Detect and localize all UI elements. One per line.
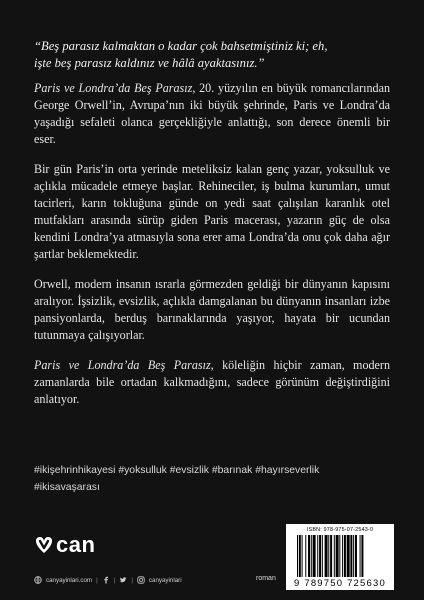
book-title-italic: Paris ve Londra’da Beş Parasız — [34, 81, 193, 95]
paragraph-1-text: , 20. yüzyılın en büyük romancılarından George Orwell’in, Avrupa’nın iki büyük şehrinde, Paris ve Londra’da yaşadığı sefaleti olanca gerçekliğiyle anlattığı, son derece önemli bir eser. — [34, 81, 390, 146]
blurb-paragraph-1 — [34, 80, 390, 148]
barcode-bar — [328, 535, 329, 577]
barcode-digits: 9 789750 725630 — [294, 578, 386, 589]
genre-label: roman — [256, 575, 276, 582]
separator: | — [131, 576, 133, 584]
separator: | — [96, 576, 98, 584]
barcode-bar — [347, 535, 350, 577]
v-heart-icon — [34, 535, 54, 555]
instagram-icon[interactable] — [137, 576, 145, 584]
logo-text: can — [56, 532, 96, 557]
barcode-bar — [353, 535, 354, 577]
barcode-bar — [344, 535, 346, 577]
barcode-bar — [319, 535, 321, 577]
barcode-bar — [308, 535, 310, 577]
website-link[interactable]: canyayinlari.com — [46, 576, 93, 584]
barcode-bar — [297, 535, 298, 577]
barcode-bar — [334, 535, 335, 577]
hashtag-line-1: #ikişehrinhikayesi #yoksulluk #evsizlik #barınak #hayırseverlik — [34, 465, 320, 476]
barcode-bar — [330, 535, 332, 577]
barcode-bar — [342, 535, 343, 577]
barcode-bar — [325, 535, 328, 577]
social-handle[interactable]: canyayinlari — [148, 576, 182, 584]
barcode-bars — [296, 535, 384, 577]
barcode-bar — [313, 535, 316, 577]
barcode-bar — [361, 535, 363, 577]
quote-line-2: işte beş parasız kaldınız ve hâlâ ayaktasınız.” — [34, 56, 265, 70]
blurb-text — [34, 80, 390, 421]
barcode-bar — [311, 535, 312, 577]
isbn-label: ISBN: 978-975-07-2543-0 — [306, 527, 374, 533]
barcode-bar — [355, 535, 357, 577]
barcode-bar — [302, 535, 303, 577]
barcode-bar — [360, 535, 361, 577]
book-title-italic: Paris ve Londra’da Beş Parasız — [34, 358, 211, 372]
blurb-paragraph-4 — [34, 357, 390, 408]
barcode-bar — [299, 535, 301, 577]
barcode-bar — [305, 535, 306, 577]
blurb-paragraph-3: Orwell, modern insanın ısrarla görmezden geldiği bir dünyanın kapısını aralıyor. İşsizlik, evsizlik, açlıkla damgalanan bu dünyanın insanları izbe pansiyonlarda, berduş barınaklarında yaşıyor, hayata bir ucundan tutunmaya çalışıyorlar. — [34, 277, 390, 342]
hashtag-list — [34, 462, 404, 496]
quote-line-1: “Beş parasız kalmaktan o kadar çok bahsetmiştiniz ki; eh, — [34, 39, 328, 53]
isbn-barcode — [286, 524, 394, 590]
paragraph-4-text: , köleliğin hiçbir zaman, modern zamanlarda bile ortadan kalkmadığını, sadece görünüm değiştirdiğini anlatıyor. — [34, 358, 390, 406]
blurb-paragraph-2: Bir gün Paris’in orta yerinde meteliksiz kalan genç yazar, yoksulluk ve açlıkla mücadele etmeye başlar. Rehineciler, iş bulma kurumları, umut tacirleri, karın tokluğuna günde on yedi saat çalışılan karanlık otel mutfakları arasında sürüp giden Paris macerası, yazarın güç de olsa kendini Londra’ya atmasıyla sona erer ama Londra’da onu çok daha ağır şartlar beklemektedir. — [34, 162, 390, 261]
publisher-logo — [34, 533, 95, 557]
facebook-icon[interactable] — [102, 576, 110, 584]
barcode-bar — [339, 535, 340, 577]
hashtag-line-2: #ikisavaşarası — [34, 482, 100, 493]
publisher-footer-links — [34, 574, 182, 586]
twitter-icon[interactable] — [119, 576, 127, 584]
barcode-bar — [336, 535, 339, 577]
barcode-bar — [322, 535, 323, 577]
epigraph-quote — [34, 38, 394, 72]
separator: | — [113, 576, 116, 584]
barcode-bar — [350, 535, 352, 577]
barcode-bar — [317, 535, 318, 577]
globe-icon — [34, 576, 42, 584]
